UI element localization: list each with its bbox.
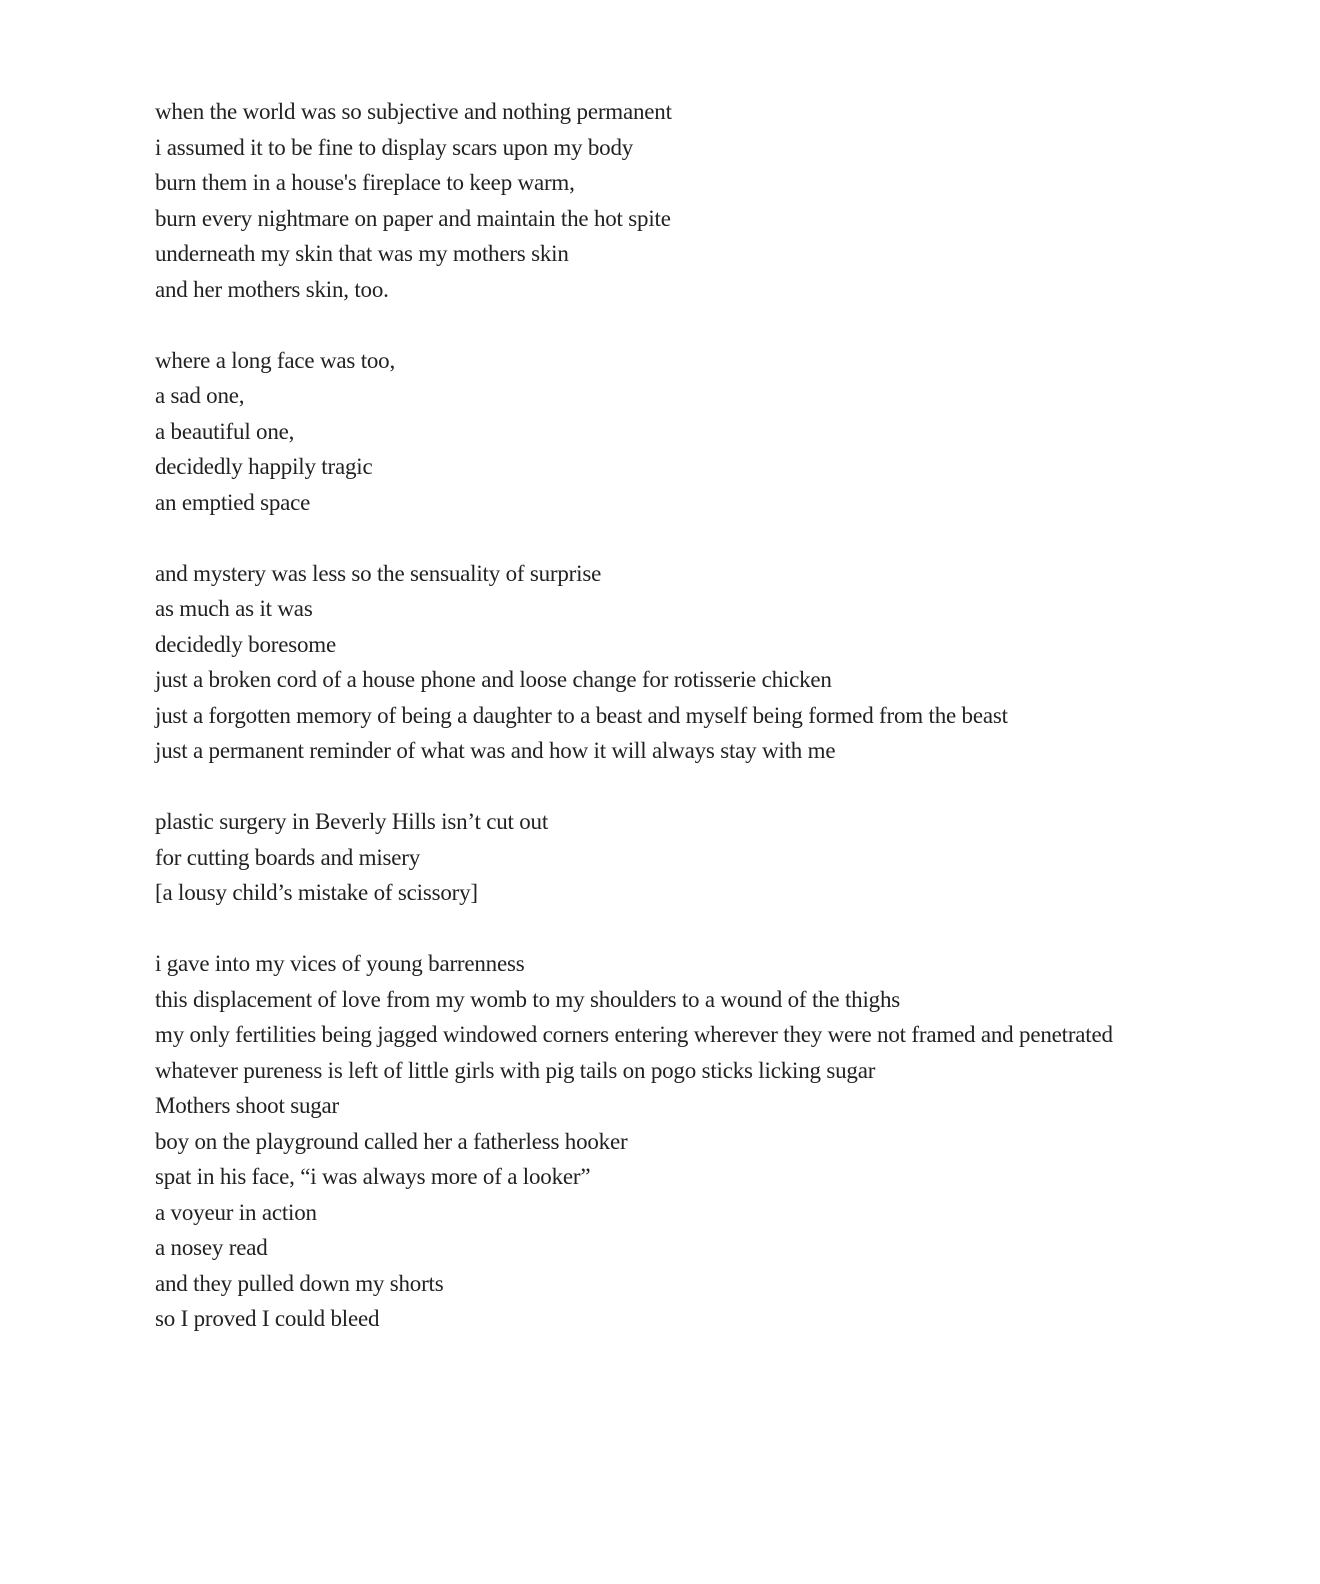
stanza-2 — [155, 343, 1255, 521]
poem-body — [155, 94, 1255, 1372]
poem-line: and they pulled down my shorts — [155, 1270, 444, 1296]
poem-line: and her mothers skin, too. — [155, 276, 389, 302]
poem-line: just a broken cord of a house phone and loose change for rotisserie chicken — [155, 667, 832, 692]
poem-line: whatever pureness is left of little girls with pig tails on pogo sticks licking sugar — [155, 1057, 876, 1083]
poem-line: decidedly boresome — [155, 631, 336, 657]
poem-line: for cutting boards and misery — [155, 844, 421, 870]
poem-line: spat in his face, “i was always more of a looker” — [155, 1164, 591, 1189]
poem-line: a sad one, — [155, 383, 245, 408]
poem-line: burn every nightmare on paper and maintain the hot spite — [155, 205, 671, 231]
poem-line: boy on the playground called her a fatherless hooker — [155, 1128, 628, 1154]
stanza-3 — [155, 556, 1255, 769]
poem-line: an emptied space — [155, 489, 311, 515]
poem-line: where a long face was too, — [155, 347, 396, 373]
poem-line: and mystery was less so the sensuality of surprise — [155, 560, 602, 586]
poem-line: just a forgotten memory of being a daughter to a beast and myself being formed from the beast — [155, 702, 1008, 728]
stanza-5 — [155, 946, 1255, 1337]
poem-line: my only fertilities being jagged windowed corners entering wherever they were not framed and penetrated — [155, 1022, 1113, 1047]
stanza-4 — [155, 804, 1255, 911]
poem-line: i assumed it to be fine to display scars upon my body — [155, 134, 634, 160]
poem-line: when the world was so subjective and nothing permanent — [155, 99, 672, 124]
poem-line: plastic surgery in Beverly Hills isn’t cut out — [155, 809, 549, 834]
poem-line: a beautiful one, — [155, 418, 295, 444]
poem-line: a nosey read — [155, 1235, 268, 1260]
poem-line: this displacement of love from my womb to my shoulders to a wound of the thighs — [155, 986, 901, 1012]
poem-line: a voyeur in action — [155, 1199, 317, 1225]
poem-line: [a lousy child’s mistake of scissory] — [155, 880, 478, 905]
poem-line: Mothers shoot sugar — [155, 1093, 340, 1118]
poem-line: underneath my skin that was my mothers skin — [155, 241, 569, 266]
poem-line: just a permanent reminder of what was and how it will always stay with me — [155, 738, 836, 763]
stanza-1 — [155, 94, 1255, 307]
poem-line: i gave into my vices of young barrenness — [155, 951, 525, 976]
poem-line: decidedly happily tragic — [155, 454, 373, 479]
poem-line: so I proved I could bleed — [155, 1306, 380, 1331]
poem-line: burn them in a house's fireplace to keep warm, — [155, 170, 575, 195]
poem-line: as much as it was — [155, 596, 313, 621]
